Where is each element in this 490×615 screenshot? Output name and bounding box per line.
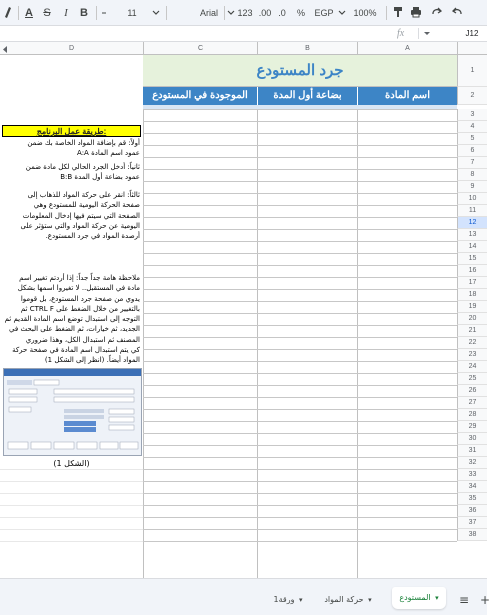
paint-roller-icon[interactable]	[392, 5, 406, 21]
percent-button[interactable]: %	[296, 8, 305, 18]
redo-icon[interactable]	[430, 5, 444, 21]
italic-button[interactable]: I	[64, 7, 68, 19]
tab-materials-movement-label: حركة المواد	[324, 595, 364, 604]
gridline	[0, 493, 143, 494]
row-header-20[interactable]: 20	[457, 313, 487, 325]
gridline	[143, 289, 457, 290]
find-replace-figure-image	[3, 368, 142, 456]
tab-materials-movement[interactable]	[318, 592, 378, 608]
paint-format-icon[interactable]	[2, 5, 16, 21]
row-header-17[interactable]: 17	[457, 277, 487, 289]
row-header-24[interactable]: 24	[457, 361, 487, 373]
row-header-31[interactable]: 31	[457, 445, 487, 457]
gridline	[143, 205, 457, 206]
tab-warehouse-label: المستودع	[399, 593, 431, 602]
gridline	[143, 145, 457, 146]
formula-input[interactable]	[0, 26, 380, 41]
row-header-3[interactable]: 3	[457, 109, 487, 121]
tab-sheet1-label: ورقة1	[273, 595, 295, 604]
gridline	[143, 409, 457, 410]
toolbar	[0, 0, 487, 26]
row-header-23[interactable]: 23	[457, 349, 487, 361]
gridline	[143, 253, 457, 254]
column-header-c[interactable]: C	[143, 42, 257, 55]
format-number-button[interactable]: 123	[237, 8, 253, 18]
gridline	[143, 397, 457, 398]
sheet-grid[interactable]	[0, 55, 487, 578]
gridline	[0, 517, 143, 518]
row-header-14[interactable]: 14	[457, 241, 487, 253]
gridline	[143, 517, 457, 518]
gridline	[143, 529, 457, 530]
row-header-8[interactable]: 8	[457, 169, 487, 181]
chevron-down-icon[interactable]	[338, 5, 346, 21]
gridline	[143, 157, 457, 158]
gridline	[0, 481, 143, 482]
decrease-font-size-icon[interactable]	[100, 5, 108, 21]
name-box[interactable]: J12	[465, 29, 479, 38]
gridline	[143, 457, 457, 458]
row-header-34[interactable]: 34	[457, 481, 487, 493]
row-header-2[interactable]: 2	[457, 87, 487, 105]
chevron-down-icon[interactable]	[151, 5, 161, 21]
gridline	[143, 361, 457, 362]
row-header-18[interactable]: 18	[457, 289, 487, 301]
row-header-25[interactable]: 25	[457, 373, 487, 385]
row-header-32[interactable]: 32	[457, 457, 487, 469]
gridline	[143, 109, 457, 110]
gridline	[143, 229, 457, 230]
instructions-step-2[interactable]: ثانياً: أدخل الجرد الحالي لكل مادة ضمن عمود بضاعة أول المدة B:B	[25, 163, 140, 182]
row-header-6[interactable]: 6	[457, 145, 487, 157]
text-color-button[interactable]: A	[25, 7, 33, 19]
decrease-decimals-button[interactable]: .00	[258, 8, 272, 18]
gridline	[143, 301, 457, 302]
gridline	[257, 109, 258, 578]
print-icon[interactable]	[410, 5, 424, 21]
font-size-input[interactable]: 11	[127, 8, 137, 18]
gridline	[0, 469, 143, 470]
header-in-stock[interactable]: الموجودة في المستودع	[143, 87, 257, 105]
chevron-down-icon[interactable]: ▾	[435, 594, 439, 602]
row-header-29[interactable]: 29	[457, 421, 487, 433]
chevron-down-icon[interactable]	[423, 26, 431, 41]
row-header-30[interactable]: 30	[457, 433, 487, 445]
gridline	[143, 541, 457, 542]
row-header-7[interactable]: 7	[457, 157, 487, 169]
row-header-5[interactable]: 5	[457, 133, 487, 145]
sheet-title[interactable]: جرد المستودع	[143, 55, 457, 87]
bold-button[interactable]: B	[80, 7, 88, 19]
gridline	[143, 193, 457, 194]
gridline	[0, 505, 143, 506]
strikethrough-button[interactable]: S	[43, 7, 51, 19]
tab-warehouse[interactable]	[392, 587, 446, 609]
gridline	[143, 373, 457, 374]
instructions-step-1[interactable]: أولاً: قم بإضافة المواد الخاصة بك ضمن عمود اسم المادة A:A	[27, 139, 140, 158]
tab-sheet1[interactable]	[268, 592, 308, 608]
gridline	[0, 529, 143, 530]
row-header-4[interactable]: 4	[457, 121, 487, 133]
currency-button[interactable]: EGP	[314, 8, 334, 18]
fx-label: fx	[397, 28, 405, 39]
all-sheets-button[interactable]: ≡	[458, 593, 470, 607]
row-header-12[interactable]: 12	[457, 217, 487, 229]
row-header-19[interactable]: 19	[457, 301, 487, 313]
gridline	[143, 109, 144, 578]
chevron-down-icon[interactable]	[227, 5, 235, 21]
gridline	[143, 385, 457, 386]
instructions-note[interactable]: ملاحظة هامة جداً جداً: إذا أردتم تغيير اسم مادة في المستقبل.. لا تغيروا اسمها بشكل يدوي من صفحة جرد المستودع، بل قوموا بالتغيير من خلال الضغط على CTRL F ثم التوجه إلى استبدال توضع اسم المادة القديم ثم الجديد، ثم خيارات، ثم الضغط على البحث في المصنف ثم استبدال الكل، وهذا ضروري كي يتم استبدال اسم المادة في صفحة حركة المواد أيضاً. (انظر إلى الشكل 1)	[4, 274, 140, 365]
row-header-37[interactable]: 37	[457, 517, 487, 529]
row-header-28[interactable]: 28	[457, 409, 487, 421]
add-sheet-button[interactable]: +	[480, 593, 490, 607]
chevron-down-icon[interactable]: ▾	[368, 596, 372, 604]
instructions-step-3[interactable]: ثالثاً: انقر على حركة المواد للذهاب إلى صفحة الحركة اليومية للمستودع وهي الصفحة التي سيتم فيها إدخال المعلومات اليومية عن حركة المواد والتي ستؤثر على أرصدة المواد في جرد المستودع.	[20, 191, 140, 241]
header-opening-stock[interactable]: بضاعة أول المدة	[257, 87, 357, 105]
row-header-33[interactable]: 33	[457, 469, 487, 481]
column-headers	[0, 42, 487, 55]
column-header-d[interactable]: D	[68, 45, 75, 52]
gridline	[143, 133, 457, 134]
increase-decimals-button[interactable]: .0	[278, 8, 286, 18]
column-header-b[interactable]: B	[257, 42, 357, 55]
gridline	[143, 181, 457, 182]
gridline	[143, 337, 457, 338]
font-family-select[interactable]: Arial	[199, 8, 218, 18]
gridline	[143, 277, 457, 278]
instructions-label[interactable]: طريقة عمل البرنامج:	[2, 125, 141, 137]
gridline	[143, 313, 457, 314]
gridline	[143, 217, 457, 218]
gridline	[143, 349, 457, 350]
gridline	[357, 109, 358, 578]
zoom-select[interactable]: 100%	[353, 8, 377, 18]
gridline	[143, 169, 457, 170]
row-header-11[interactable]: 11	[457, 205, 487, 217]
row-header-10[interactable]: 10	[457, 193, 487, 205]
row-header-27[interactable]: 27	[457, 397, 487, 409]
select-all-corner[interactable]	[457, 42, 487, 55]
gridline	[143, 469, 457, 470]
row-header-15[interactable]: 15	[457, 253, 487, 265]
gridline	[143, 445, 457, 446]
column-header-a[interactable]: A	[357, 42, 457, 55]
row-header-16[interactable]: 16	[457, 265, 487, 277]
gridline	[143, 121, 457, 122]
gridline	[143, 481, 457, 482]
undo-icon[interactable]	[450, 5, 464, 21]
gridline	[0, 541, 143, 542]
gridline	[143, 433, 457, 434]
gridline	[143, 265, 457, 266]
row-header-13[interactable]: 13	[457, 229, 487, 241]
gridline	[143, 421, 457, 422]
sheet-tabs-bar	[0, 578, 490, 615]
gridline	[143, 325, 457, 326]
row-header-9[interactable]: 9	[457, 181, 487, 193]
row-header-21[interactable]: 21	[457, 325, 487, 337]
row-header-1[interactable]: 1	[457, 55, 487, 87]
row-header-22[interactable]: 22	[457, 337, 487, 349]
gridline	[143, 241, 457, 242]
gridline	[143, 505, 457, 506]
row-header-38[interactable]: 38	[457, 529, 487, 541]
chevron-down-icon[interactable]: ▾	[298, 596, 303, 604]
row-header-26[interactable]: 26	[457, 385, 487, 397]
gridline	[143, 493, 457, 494]
row-header-36[interactable]: 36	[457, 505, 487, 517]
row-header-35[interactable]: 35	[457, 493, 487, 505]
formula-bar	[0, 26, 487, 42]
header-item-name[interactable]: اسم المادة	[357, 87, 457, 105]
figure-caption: (الشكل 1)	[53, 459, 90, 468]
